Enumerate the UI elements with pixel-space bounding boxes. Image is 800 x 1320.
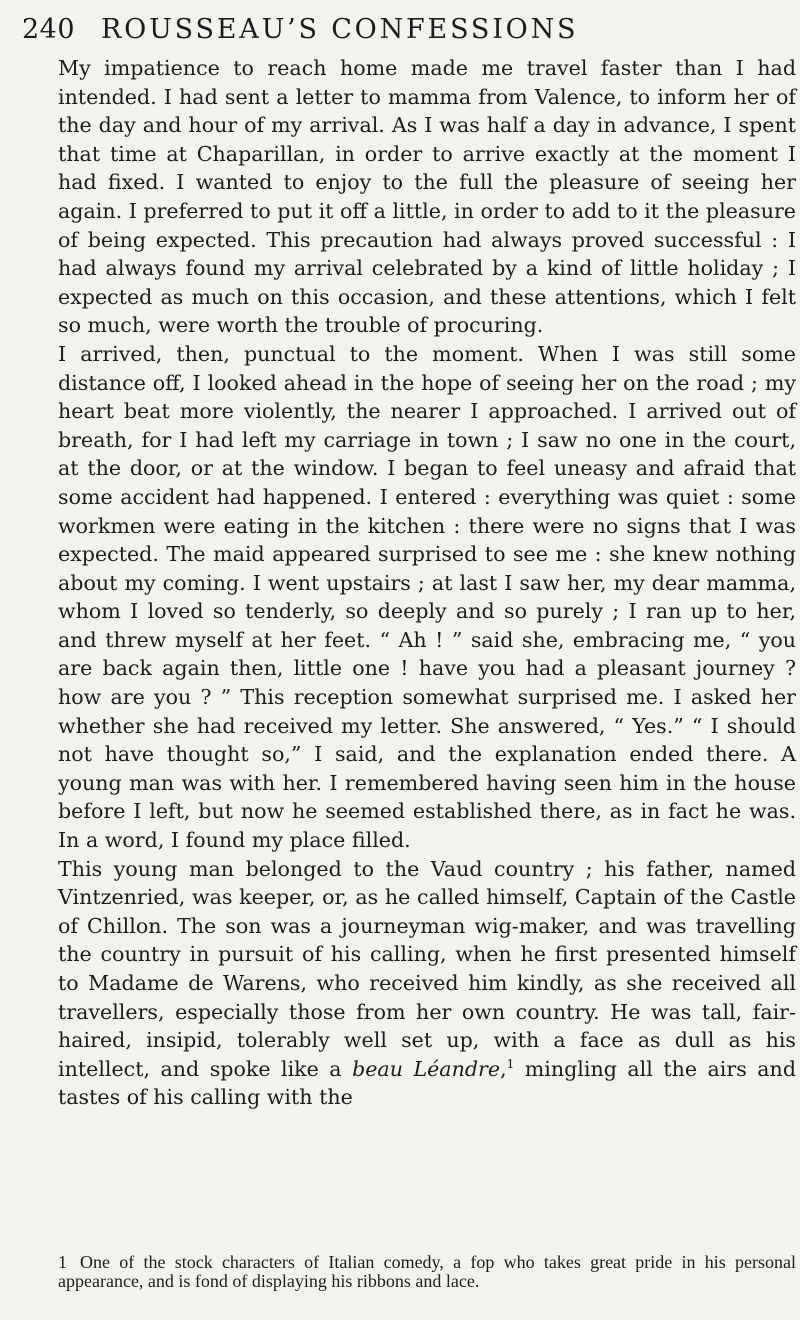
paragraph-3-comma: ,: [500, 1056, 507, 1081]
running-head: ROUSSEAU’S CONFESSIONS: [101, 14, 579, 45]
footnote-reference: 1: [506, 1056, 515, 1071]
paragraph-3: [58, 855, 796, 1112]
body-text: [58, 54, 796, 1112]
footnote-mark: 1: [58, 1252, 67, 1272]
paragraph-3-text-end: mingling all the airs and tastes of his calling with the: [58, 1056, 796, 1110]
page-number: 240: [22, 14, 76, 45]
italic-beau-leandre: beau Léandre: [352, 1056, 501, 1081]
footnote-text: One of the stock characters of Italian comedy, a fop who takes great pride in his personal appearance, and is fond of displaying his ribbons and lace.: [58, 1252, 796, 1291]
paragraph-3-text-start: This young man belonged to the Vaud country ; his father, named Vintzenried, was keeper, or, as he called himself, Captain of the Castle of Chillon. The son was a journeyman wig-maker, and was travelling the country in pursuit of his calling, when he first presented himself to Madame de Warens, who received him kindly, as she received all travellers, especially those from her own country. He was tall, fair-haired, insipid, tolerably well set up, with a face as dull as his intellect, and spoke like a: [58, 856, 796, 1081]
paragraph-2: I arrived, then, punctual to the moment. When I was still some distance off, I looked ahead in the hope of seeing her on the road ; my heart beat more violently, the nearer I approached. I arrived out of breath, for I had left my carriage in town ; I saw no one in the court, at the door, or at the window. I began to feel uneasy and afraid that some accident had happened. I entered : everything was quiet : some workmen were eating in the kitchen : there were no signs that I was expected. The maid appeared surprised to see me : she knew nothing about my coming. I went upstairs ; at last I saw her, my dear mamma, whom I loved so tenderly, so deeply and so purely ; I ran up to her, and threw myself at her feet. “ Ah ! ” said she, embracing me, “ you are back again then, little one ! have you had a pleasant journey ? how are you ? ” This reception somewhat surprised me. I asked her whether she had received my letter. She answered, “ Yes.” “ I should not have thought so,” I said, and the explanation ended there. A young man was with her. I remembered having seen him in the house before I left, but now he seemed established there, as in fact he was. In a word, I found my place filled.: [58, 341, 796, 853]
paragraph-1: My impatience to reach home made me travel faster than I had intended. I had sent a letter to mamma from Valence, to inform her of the day and hour of my arrival. As I was half a day in advance, I spent that time at Chaparillan, in order to arrive exactly at the moment I had fixed. I wanted to enjoy to the full the pleasure of seeing her again. I preferred to put it off a little, in order to add to it the pleasure of being expected. This precaution had always proved successful : I had always found my arrival celebrated by a kind of little holiday ; I expected as much on this occasion, and these attentions, which I felt so much, were worth the trouble of procuring.: [58, 56, 796, 338]
footnote: [58, 1253, 796, 1291]
page-header: [22, 14, 770, 54]
